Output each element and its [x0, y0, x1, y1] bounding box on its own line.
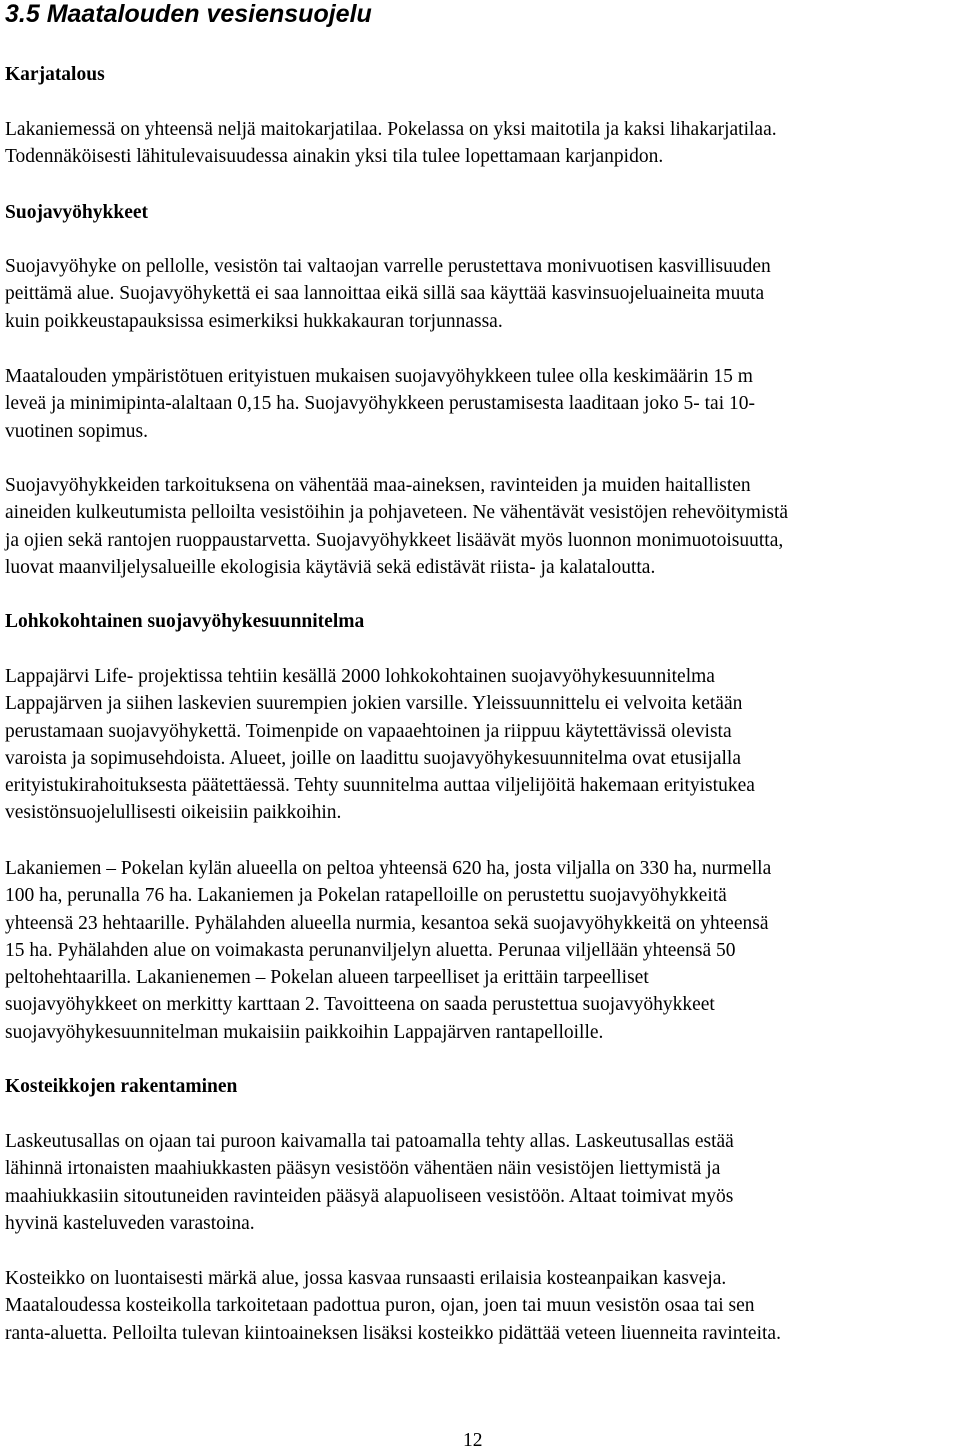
text-line: vesistönsuojelullisesti oikeisiin paikkoihin. [5, 802, 342, 824]
text-line: ja ojien sekä rantojen ruoppaustarvetta. Suojavyöhykkeet lisäävät myös luonnon monimuotoisuutta, [5, 529, 784, 551]
paragraph-tarkoitus [5, 472, 955, 581]
text-line: Lappajärvi Life- projektissa tehtiin kesällä 2000 lohkokohtainen suojavyöhykesuunnitelma [5, 666, 715, 687]
text-line: leveä ja minimipinta-alaltaan 0,15 ha. Suojavyöhykkeen perustamisesta laaditaan joko 5- tai 10- [5, 393, 755, 415]
text-line: vuotinen sopimus. [5, 420, 149, 442]
heading-suojavyohykkeet: Suojavyöhykkeet [5, 202, 149, 223]
heading-lohkokohtainen: Lohkokohtainen suojavyöhykesuunnitelma [5, 611, 365, 632]
text-line: lähinnä irtonaisten maahiukkasten pääsyn vesistöön vähentäen näin vesistöjen liettymistä ja [5, 1158, 721, 1180]
heading-karjatalous: Karjatalous [5, 64, 105, 85]
text-line: maahiukkasiin sitoutuneiden ravinteiden pääsyä alapuoliseen vesistöön. Altaat toimivat myös [5, 1185, 734, 1207]
paragraph-laskeutusallas [5, 1128, 955, 1237]
text-line: yhteensä 23 hehtaarille. Pyhälahden alueella nurmia, kesantoa sekä suojavyöhykkeitä on yhteensä [5, 912, 769, 934]
paragraph-suunnitelma [5, 663, 955, 827]
section-title: 3.5 Maatalouden vesiensuojelu [5, 0, 372, 28]
page-number: 12 [463, 1430, 483, 1451]
text-line: peittämä alue. Suojavyöhykettä ei saa lannoittaa eikä sillä saa käyttää kasvinsuojeluaineita muuta [5, 283, 765, 305]
text-line: 100 ha, perunalla 76 ha. Lakaniemen ja Pokelan ratapelloille on perustettu suojavyöhykkeitä [5, 885, 727, 907]
text-line: ranta-aluetta. Pelloilta tulevan kiintoaineksen lisäksi kosteikko pidättää veteen liuenneita ravinteita. [5, 1322, 781, 1344]
text-line: Maatalouden ympäristötuen erityistuen mukaisen suojavyöhykkeen tulee olla keskimäärin 15 m [5, 366, 753, 387]
paragraph-pellot [5, 855, 955, 1046]
paragraph-erityistuki [5, 363, 955, 445]
text-line: peltohehtaarilla. Lakanienemen – Pokelan alueen tarpeelliset ja erittäin tarpeelliset [5, 967, 649, 989]
text-line: suojavyöhykesuunnitelman mukaisiin paikkoihin Lappajärven rantapelloille. [5, 1021, 604, 1043]
paragraph-suojavyohyke-definition [5, 253, 955, 335]
text-line: Todennäköisesti lähitulevaisuudessa ainakin yksi tila tulee lopettamaan karjanpidon. [5, 146, 664, 168]
text-line: aineiden kulkeutumista pelloilta vesistöihin ja pohjaveteen. Ne vähentävät vesistöjen rehevöitymistä [5, 502, 789, 524]
text-line: Lakaniemen – Pokelan kylän alueella on peltoa yhteensä 620 ha, josta viljalla on 330 ha, nurmella [5, 858, 772, 879]
text-line: Maataloudessa kosteikolla tarkoitetaan padottua puron, ojan, joen tai muun vesistön osaa tai sen [5, 1295, 755, 1317]
text-line: suojavyöhykkeet on merkitty karttaan 2. Tavoitteena on saada perustettua suojavyöhykkeet [5, 994, 715, 1016]
text-line: luovat maanviljelysalueille ekologisia käytäviä sekä edistävät riista- ja kalataloutta. [5, 556, 656, 578]
paragraph-karjatalous [5, 116, 955, 171]
text-line: hyvinä kasteluveden varastoina. [5, 1212, 255, 1234]
text-line: perustamaan suojavyöhykettä. Toimenpide on vapaaehtoinen ja riippuu käytettävissä olevista [5, 720, 732, 742]
text-line: Lakaniemessä on yhteensä neljä maitokarjatilaa. Pokelassa on yksi maitotila ja kaksi lihakarjatilaa. [5, 119, 777, 140]
text-line: Lappajärven ja siihen laskevien suurempien jokien varsille. Yleissuunnittelu ei velvoita ketään [5, 693, 743, 715]
text-line: erityistukirahoituksesta päätettäessä. Tehty suunnitelma auttaa viljelijöitä hakemaan erityistukea [5, 775, 755, 797]
text-line: kuin poikkeustapauksissa esimerkiksi hukkakauran torjunnassa. [5, 310, 503, 332]
text-line: varoista ja sopimusehdoista. Alueet, joille on laadittu suojavyöhykesuunnitelma ovat etusijalla [5, 747, 741, 769]
text-line: Kosteikko on luontaisesti märkä alue, jossa kasvaa runsaasti erilaisia kosteanpaikan kasveja. [5, 1268, 727, 1289]
heading-kosteikot: Kosteikkojen rakentaminen [5, 1076, 238, 1097]
paragraph-kosteikko [5, 1265, 955, 1347]
text-line: Suojavyöhyke on pellolle, vesistön tai valtaojan varrelle perustettava monivuotisen kasvillisuuden [5, 256, 771, 277]
text-line: Suojavyöhykkeiden tarkoituksena on vähentää maa-aineksen, ravinteiden ja muiden haitallisten [5, 475, 751, 496]
text-line: 15 ha. Pyhälahden alue on voimakasta perunanviljelyn aluetta. Perunaa viljellään yhteensä 50 [5, 939, 736, 961]
text-line: Laskeutusallas on ojaan tai puroon kaivamalla tai patoamalla tehty allas. Laskeutusallas estää [5, 1131, 734, 1152]
